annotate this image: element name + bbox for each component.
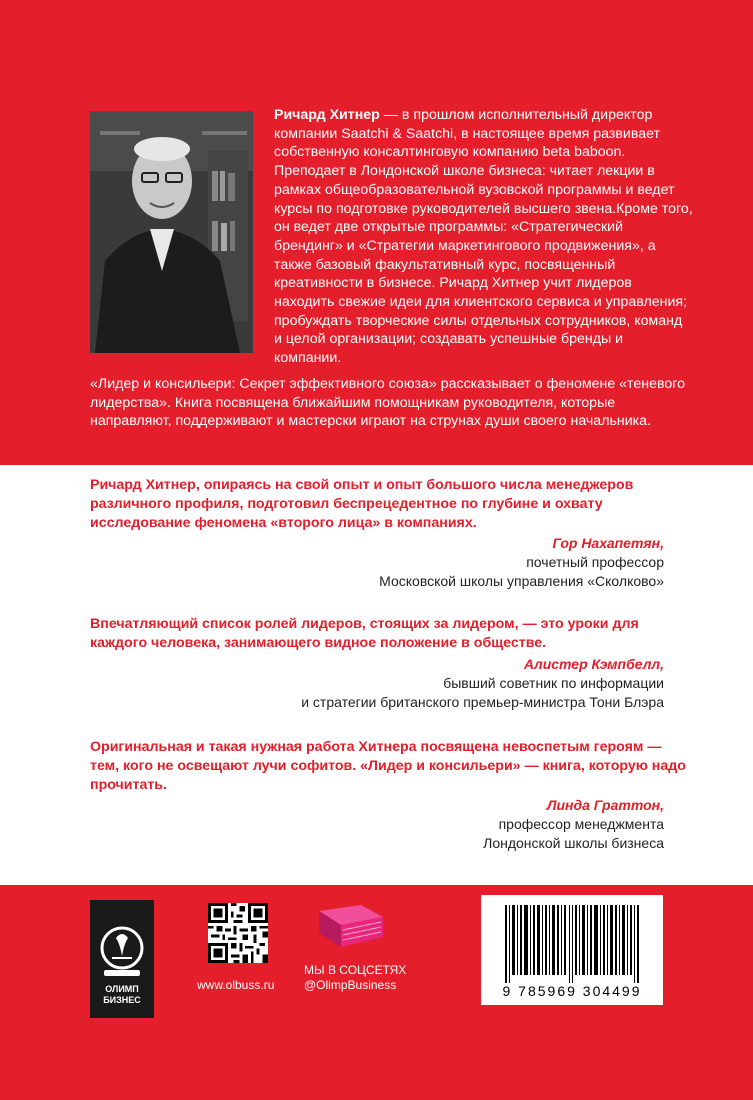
bio-author-name: Ричард Хитнер xyxy=(274,107,380,123)
reviewer-role: Лондонской школы бизнеса xyxy=(483,835,664,851)
publisher-logo xyxy=(90,900,154,1018)
reviewer-name: Алистер Кэмпбелл, xyxy=(523,656,664,672)
review-attribution xyxy=(301,655,664,712)
isbn-barcode xyxy=(481,895,663,1005)
reviewer-role: бывший советник по информации xyxy=(443,675,664,691)
reviewer-role: Московской школы управления «Сколково» xyxy=(379,573,664,589)
social-account: @OlimpBusiness xyxy=(304,978,397,992)
social-handle[interactable] xyxy=(304,963,406,993)
reviewer-role: почетный профессор xyxy=(526,554,664,570)
logo-line-1: ОЛИМП xyxy=(105,984,139,994)
reviewer-role: и стратегии британского премьер-министра Тони Блэра xyxy=(301,694,664,710)
social-caption: МЫ В СОЦСЕТЯХ xyxy=(304,963,407,977)
reviewer-role: профессор менеджмента xyxy=(498,816,664,832)
author-bio xyxy=(274,106,694,368)
review-quote: Впечатляющий список ролей лидеров, стоящих за лидером, — это уроки для каждого человека, занимающего видное положение в обществе. xyxy=(90,616,639,651)
publisher-website[interactable]: www.olbuss.ru xyxy=(197,978,275,992)
reviewer-name: Гор Нахапетян, xyxy=(552,535,664,551)
review-attribution xyxy=(379,534,664,591)
reviewer-name: Линда Граттон, xyxy=(546,797,664,813)
book-icon xyxy=(307,903,387,951)
qr-code[interactable] xyxy=(208,903,268,963)
bio-text: — в прошлом исполнительный директор компании Saatchi & Saatchi, в настоящее время развивает собственную консалтинговую компанию beta baboon. Преподает в Лондонской школе бизнеса: читает лекции в рамках общеобразовательной вузовской программы и ведет курсы по подготовке руководителей высшего звена.Кроме того, он ведет две открытые программы: «Стратегический брендинг» и «Стратегии маркетингового продвижения», а также базовый факультативный курс, посвященный креативности в бизнесе. Ричард Хитнер учит лидеров находить свежие идеи для клиентского сервиса и управления; пробуждать творческие силы отдельных сотрудников, команд и целой организации; создавать успешные бренды и компании. xyxy=(274,107,693,367)
review-attribution xyxy=(483,796,664,853)
isbn-digits: 9 785969 304499 xyxy=(502,983,642,999)
logo-line-2: БИЗНЕС xyxy=(103,995,141,1005)
review-quote: Ричард Хитнер, опираясь на свой опыт и опыт большого числа менеджеров различного профиля, подготовил беспрецедентное по глубине и охвату исследование феномена «второго лица» в компаниях. xyxy=(90,477,634,531)
review-quote: Оригинальная и такая нужная работа Хитнера посвящена невоспетым героям — тем, кого не освещают лучи софитов. «Лидер и консильери» — книга, которую надо прочитать. xyxy=(90,739,686,793)
book-blurb: «Лидер и консильери: Секрет эффективного союза» рассказывает о феномене «теневого лидерства». Книга посвящена ближайшим помощникам руководителя, которые направляют, поддерживают и мастерски играют на струнах души своего начальника. xyxy=(90,376,686,430)
author-photo xyxy=(90,111,253,353)
